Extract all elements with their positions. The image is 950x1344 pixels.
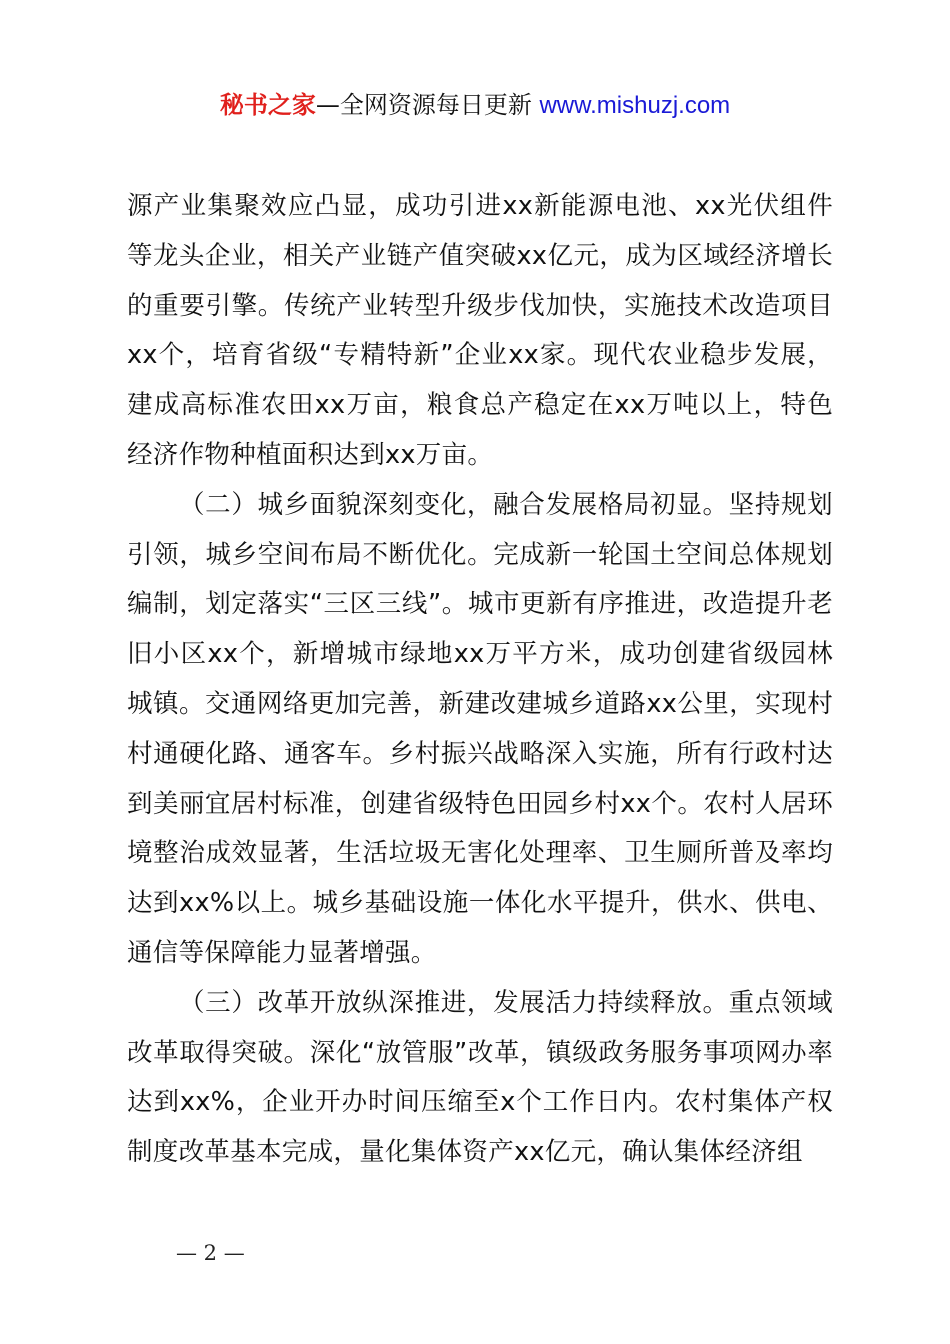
brand-name: 秘书之家 <box>219 91 316 119</box>
paragraph-2: （二）城乡面貌深刻变化，融合发展格局初显。坚持规划引领，城乡空间布局不断优化。完成新一轮国土空间总体规划编制，划定落实“三区三线”。城市更新有序推进，改造提升老旧小区xx个，新增城市绿地xx万平方米，成功创建省级园林城镇。交通网络更加完善，新建改建城乡道路xx公里，实现村村通硬化路、通客车。乡村振兴战略深入实施，所有行政村达到美丽宜居村标准，创建省级特色田园乡村xx个。农村人居环境整治成效显著，生活垃圾无害化处理率、卫生厕所普及率均达到xx%以上。城乡基础设施一体化水平提升，供水、供电、通信等保障能力显著增强。 <box>127 489 833 968</box>
paragraph-1: 源产业集聚效应凸显，成功引进xx新能源电池、xx光伏组件等龙头企业，相关产业链产值突破xx亿元，成为区域经济增长的重要引擎。传统产业转型升级步伐加快，实施技术改造项目xx个，培育省级“专精特新”企业xx家。现代农业稳步发展，建成高标准农田xx万亩，粮食总产稳定在xx万吨以上，特色经济作物种植面积达到xx万亩。 <box>127 191 833 470</box>
paragraph-3: （三）改革开放纵深推进，发展活力持续释放。重点领域改革取得突破。深化“放管服”改革，镇级政务服务事项网办率达到xx%，企业开办时间压缩至x个工作日内。农村集体产权制度改革基本完成，量化集体资产xx亿元，确认集体经济组 <box>127 987 833 1168</box>
document-body <box>127 182 833 1178</box>
site-url-link[interactable]: www.mishuzj.com <box>539 92 731 119</box>
site-header <box>0 88 950 123</box>
page-number: — 2 — <box>176 1241 245 1265</box>
header-tagline: —全网资源每日更新 <box>315 91 532 119</box>
